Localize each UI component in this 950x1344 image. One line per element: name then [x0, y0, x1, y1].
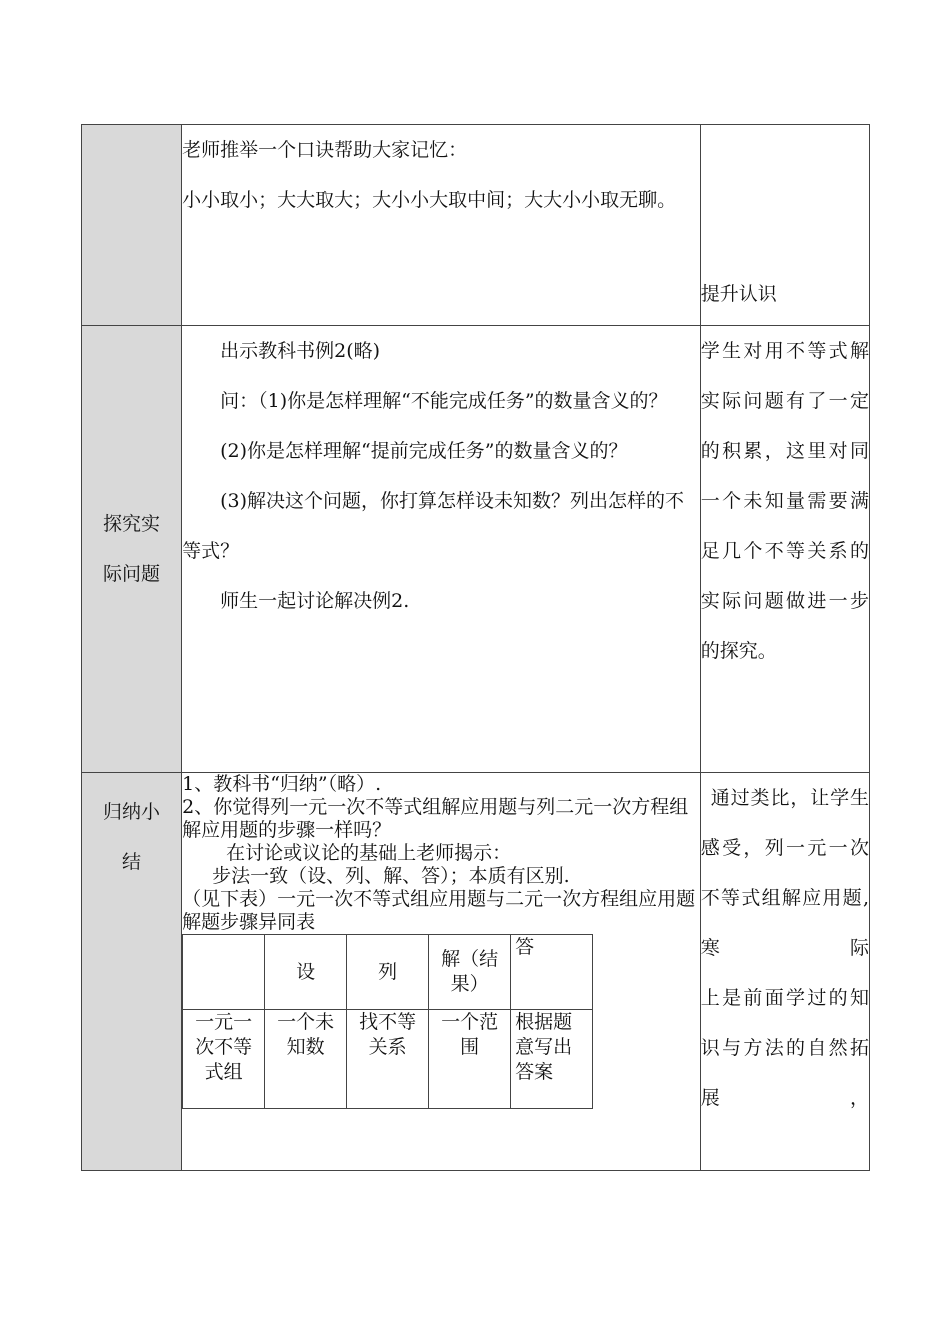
data-cell: 一个未知数	[265, 1010, 347, 1109]
comparison-data-row	[183, 1010, 593, 1109]
header-cell	[183, 935, 265, 1010]
table-row	[82, 326, 870, 773]
stage-label: 探究实际问题	[103, 513, 161, 585]
note-text: 通过类比，让学生感受，列一元一次不等式组解应用题,寒际	[700, 787, 869, 959]
note-cell	[700, 125, 869, 326]
data-cell: 一个范围	[429, 1010, 511, 1109]
note-cell	[700, 773, 869, 1171]
note-cell	[700, 326, 869, 773]
comparison-table	[182, 934, 593, 1109]
header-cell: 解（结果）	[429, 935, 511, 1010]
note-text: 提升认识	[700, 283, 777, 305]
content-line: 2、你觉得列一元一次不等式组解应用题与列二元一次方程组解应用题的步骤一样吗？	[182, 796, 689, 841]
header-cell: 列	[347, 935, 429, 1010]
content-cell	[182, 125, 701, 326]
content-line: (3)解决这个问题，你打算怎样设未知数？列出怎样的不等式？	[182, 490, 685, 562]
header-cell: 答	[511, 935, 593, 1010]
note-text: 上是前面学过的知识与方法的自然拓展，	[700, 987, 869, 1109]
comparison-header-row	[183, 935, 593, 1010]
stage-cell	[82, 125, 182, 326]
data-cell: 根据题意写出答案	[511, 1010, 593, 1109]
table-row	[82, 125, 870, 326]
table-row	[82, 773, 870, 1171]
content-line: 在讨论或议论的基础上老师揭示：	[226, 842, 512, 864]
content-cell	[182, 326, 701, 773]
content-line: 小小取小；大大取大；大小小大取中间；大大小小取无聊。	[182, 189, 677, 211]
lesson-plan-table	[81, 124, 870, 1171]
content-line: 1、教科书“归纳”（略）.	[182, 773, 382, 795]
stage-cell	[82, 326, 182, 773]
content-line: （见下表）一元一次不等式组应用题与二元一次方程组应用题解题步骤异同表	[182, 888, 696, 933]
content-line: (2)你是怎样理解“提前完成任务”的数量含义的？	[220, 440, 628, 462]
data-cell: 一元一次不等式组	[183, 1010, 265, 1109]
data-cell: 找不等关系	[347, 1010, 429, 1109]
stage-label: 归纳小结	[103, 801, 161, 873]
stage-cell	[82, 773, 182, 1171]
content-line: 步法一致（设、列、解、答）；本质有区别.	[212, 865, 570, 887]
content-line: 出示教科书例2(略)	[220, 340, 381, 362]
content-line: 师生一起讨论解决例2.	[220, 590, 410, 612]
content-line: 问：（1)你是怎样理解“不能完成任务”的数量含义的？	[220, 390, 668, 412]
content-line: 老师推举一个口诀帮助大家记忆：	[182, 139, 468, 161]
note-text: 学生对用不等式解实际问题有了一定的积累，这里对同一个未知量需要满足几个不等关系的实际问题做进一步的探究。	[700, 340, 869, 662]
content-cell	[182, 773, 701, 1171]
header-cell: 设	[265, 935, 347, 1010]
